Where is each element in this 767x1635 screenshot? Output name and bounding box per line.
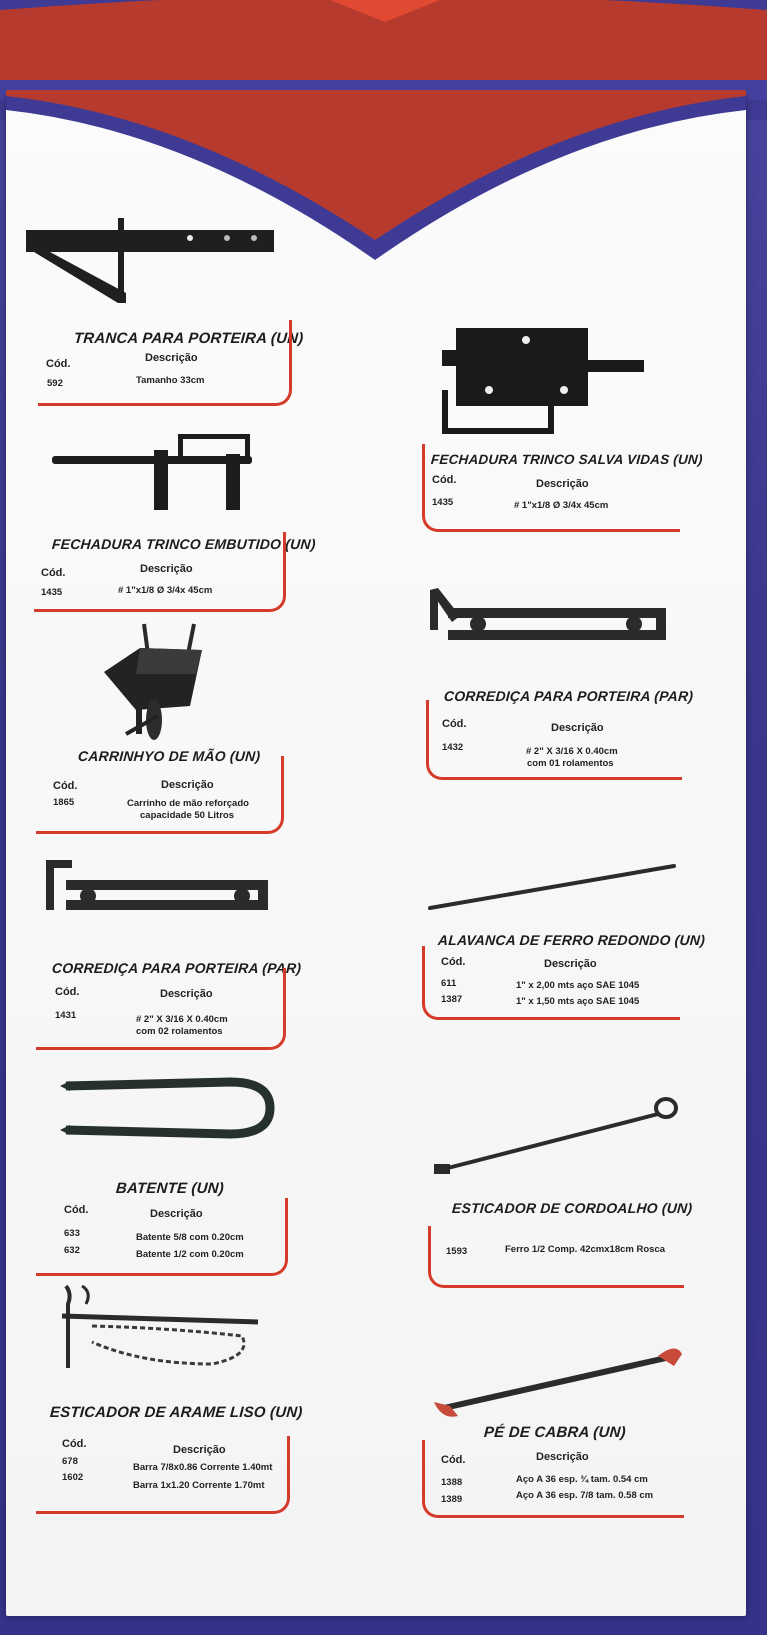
description-header: Descrição <box>173 1444 226 1456</box>
product-code: 1602 <box>62 1472 84 1483</box>
product-title: CARRINHYO DE MÃO (UN) <box>77 748 261 764</box>
product-code: 1432 <box>442 742 464 753</box>
code-header: Cód. <box>55 986 80 998</box>
description-header: Descrição <box>536 478 589 490</box>
product-description: Aço A 36 esp. 7/8 tam. 0.58 cm <box>516 1490 654 1501</box>
product-code: 632 <box>64 1245 80 1256</box>
description-header: Descrição <box>536 1451 589 1463</box>
product-title: FECHADURA TRINCO SALVA VIDAS (UN) <box>430 452 704 467</box>
description-header: Descrição <box>551 722 604 734</box>
product-description: Barra 7/8x0.86 Corrente 1.40mt <box>133 1462 273 1473</box>
product-title: ESTICADOR DE CORDOALHO (UN) <box>451 1200 693 1216</box>
code-header: Cód. <box>441 956 466 968</box>
product-code: 678 <box>62 1456 78 1467</box>
product-description: # 2" X 3/16 X 0.40cm <box>136 1014 228 1025</box>
batente-image <box>60 1068 276 1148</box>
description-header: Descrição <box>161 779 214 791</box>
product-code: 1389 <box>441 1494 463 1505</box>
product-description: Aço A 36 esp. ¾ tam. 0.54 cm <box>516 1474 648 1485</box>
description-header: Descrição <box>544 958 597 970</box>
carrinho-image <box>102 620 208 744</box>
tranca-image <box>22 218 282 318</box>
product-title: PÉ DE CABRA (UN) <box>483 1424 627 1441</box>
description-header: Descrição <box>150 1208 203 1220</box>
product-description-line2: capacidade 50 Litros <box>140 810 234 821</box>
product-description: 1" x 2,00 mts aço SAE 1045 <box>516 980 640 991</box>
code-header: Cód. <box>41 567 66 579</box>
product-description: Ferro 1/2 Comp. 42cmx18cm Rosca <box>505 1244 665 1255</box>
code-header: Cód. <box>441 1454 466 1466</box>
description-header: Descrição <box>160 988 213 1000</box>
code-header: Cód. <box>53 780 78 792</box>
code-header: Cód. <box>62 1438 87 1450</box>
product-code: 1435 <box>432 497 454 508</box>
corredica-1431-image <box>44 858 270 922</box>
product-code: 1435 <box>41 587 63 598</box>
esticador-cordoalho-image <box>430 1094 680 1180</box>
product-code: 1388 <box>441 1477 463 1488</box>
product-title: CORREDIÇA PARA PORTEIRA (PAR) <box>51 960 302 976</box>
corredica-1432-image <box>428 586 672 650</box>
code-header: Cód. <box>432 474 457 486</box>
product-code: 1431 <box>55 1010 77 1021</box>
code-header: Cód. <box>64 1204 89 1216</box>
product-title: ALAVANCA DE FERRO REDONDO (UN) <box>437 932 706 948</box>
description-header: Descrição <box>145 352 198 364</box>
code-header: Cód. <box>442 718 467 730</box>
product-description-line2: com 01 rolamentos <box>527 758 614 769</box>
alavanca-image <box>428 860 676 914</box>
product-description-line2: com 02 rolamentos <box>136 1026 223 1037</box>
product-title: CORREDIÇA PARA PORTEIRA (PAR) <box>443 688 694 704</box>
product-code: 1593 <box>446 1246 468 1257</box>
product-code: 592 <box>47 378 63 389</box>
product-description: Carrinho de mão reforçado <box>127 798 249 809</box>
esticador-arame-image <box>52 1282 262 1376</box>
product-description: Batente 5/8 com 0.20cm <box>136 1232 244 1243</box>
product-description: # 1"x1/8 Ø 3/4x 45cm <box>118 585 213 596</box>
product-description: # 2" X 3/16 X 0.40cm <box>526 746 618 757</box>
product-card <box>36 756 284 834</box>
product-description: Barra 1x1.20 Corrente 1.70mt <box>133 1480 265 1491</box>
product-description: Batente 1/2 com 0.20cm <box>136 1249 244 1260</box>
code-header: Cód. <box>46 358 71 370</box>
product-code: 611 <box>441 978 457 989</box>
fechadura-embutido-image <box>50 432 260 514</box>
product-code: 1387 <box>441 994 463 1005</box>
product-title: FECHADURA TRINCO EMBUTIDO (UN) <box>51 536 317 552</box>
description-header: Descrição <box>140 563 193 575</box>
product-code: 1865 <box>53 797 75 808</box>
product-card <box>428 1226 684 1288</box>
product-title: BATENTE (UN) <box>115 1180 225 1197</box>
product-code: 633 <box>64 1228 80 1239</box>
product-description: Tamanho 33cm <box>136 375 205 386</box>
product-description: 1" x 1,50 mts aço SAE 1045 <box>516 996 640 1007</box>
fechadura-salva-vidas-image <box>434 320 648 436</box>
product-description: # 1"x1/8 Ø 3/4x 45cm <box>514 500 609 511</box>
pe-de-cabra-image <box>430 1336 686 1426</box>
product-title: TRANCA PARA PORTEIRA (UN) <box>73 330 305 347</box>
product-title: ESTICADOR DE ARAME LISO (UN) <box>49 1404 304 1421</box>
